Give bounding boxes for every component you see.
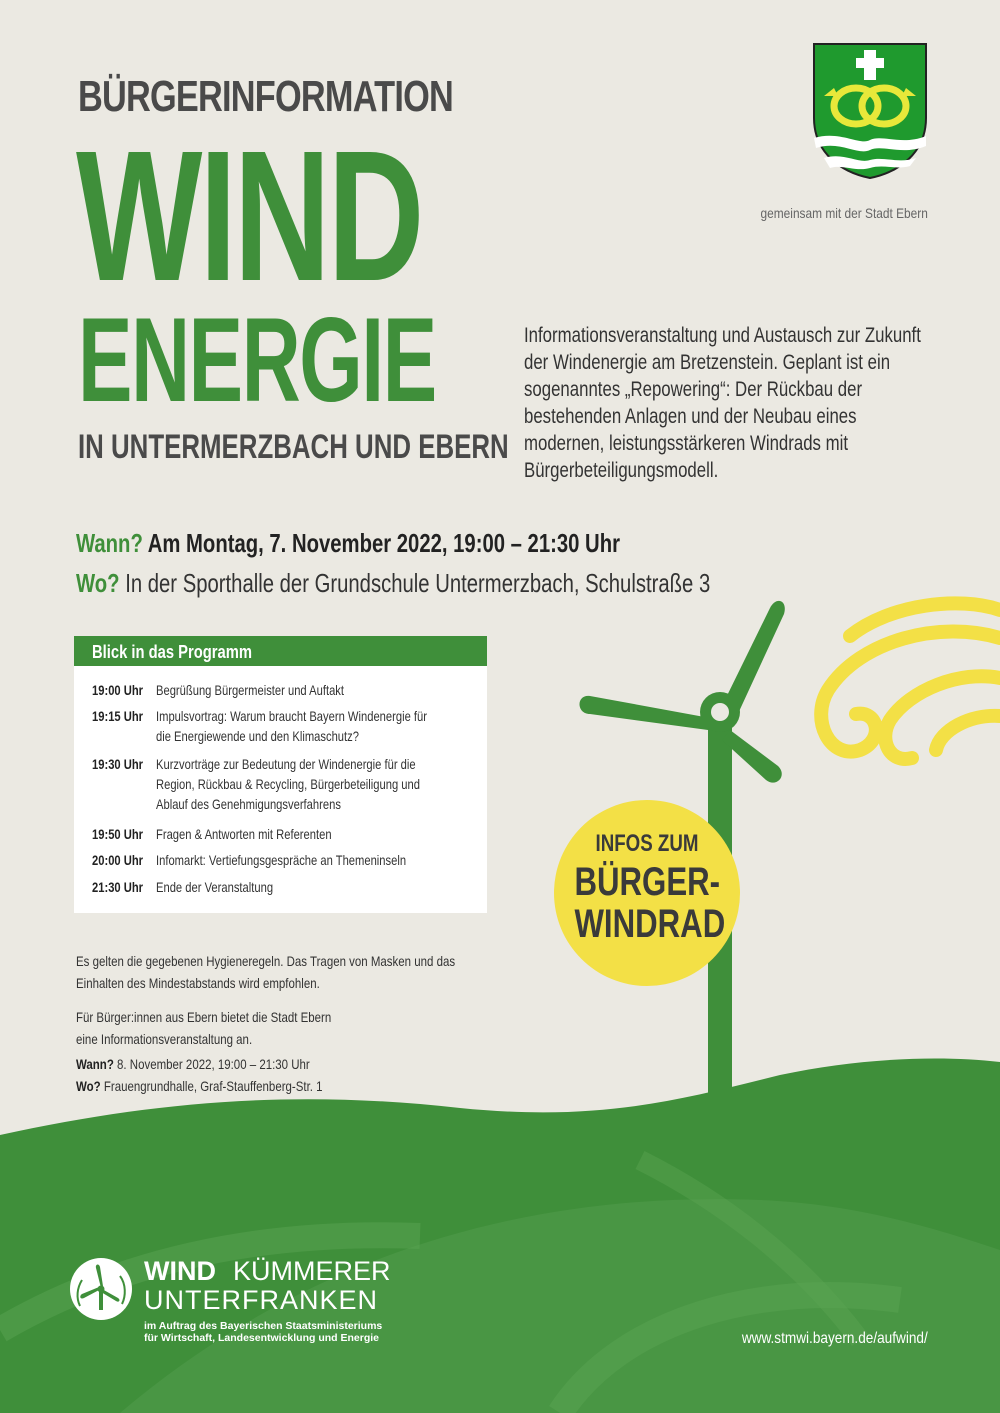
ebern-where-label: Wo? [76,1078,101,1094]
ebern-where-value: Frauengrundhalle, Graf-Stauffenberg-Str. 1 [103,1078,323,1094]
program-text: Ende der Veranstaltung [156,879,274,895]
where-label: Wo? [76,568,120,598]
program-title: Blick in das Programm [92,642,252,662]
program-item [92,706,476,746]
hygiene-note: Es gelten die gegebenen Hygieneregeln. Das Tragen von Masken und das Einhalten des Mindestabstands wird empfohlen. [76,953,456,991]
badge-line-1: INFOS ZUM [595,830,699,857]
ebern-when-value: 8. November 2022, 19:00 – 21:30 Uhr [117,1056,310,1072]
ebern-when [76,1053,470,1075]
website-link[interactable]: www.stmwi.bayern.de/aufwind/ [742,1330,928,1347]
program-text: Impulsvortrag: Warum braucht Bayern Windenergie für die Energiewende und den Klimaschutz? [156,708,427,744]
ebern-intro: Für Bürger:innen aus Ebern bietet die Stadt Ebern eine Informationsveranstaltung an. [76,1009,332,1047]
subtitle: IN UNTERMERZBACH UND EBERN [78,428,509,466]
kicker-heading: BÜRGERINFORMATION [78,72,454,121]
when-value: Am Montag, 7. November 2022, 19:00 – 21:30 Uhr [147,528,620,558]
program-box [74,636,487,913]
logo-title-bold: WIND [144,1256,216,1286]
logo-subline [144,1320,382,1344]
program-time: 19:00 Uhr [92,682,144,698]
title-line-2: ENERGIE [78,293,436,427]
intro-paragraph: Informationsveranstaltung und Austausch zur Zukunft der Windenergie am Bretzenstein. Geplant ist ein sogenanntes „Repowering“: Der Rückbau der bestehenden Anlagen und der Neubau eines modernen, leistungsstärkeren Windrads mit Bürgerbeteiligungsmodell. [524,324,921,482]
logo-subline-2: für Wirtschaft, Landesentwicklung und Energie [144,1332,380,1344]
when-label: Wann? [76,528,143,558]
event-when [76,528,620,559]
badge-line-3: WINDRAD [574,902,726,946]
program-time: 21:30 Uhr [92,879,144,895]
program-text: Begrüßung Bürgermeister und Auftakt [156,682,345,698]
program-time: 19:50 Uhr [92,826,144,842]
info-badge [554,800,740,986]
ebern-where [76,1075,470,1097]
partner-note: gemeinsam mit der Stadt Ebern [760,205,928,221]
logo-title-line-2: UNTERFRANKEN [144,1285,379,1315]
program-item [92,680,476,700]
logo-title-rest: KÜMMERER [233,1256,391,1286]
program-text: Infomarkt: Vertiefungsgespräche an Themeninseln [156,852,407,868]
program-time: 20:00 Uhr [92,852,144,868]
title-line-1: WIND [76,113,422,320]
windkuemmerer-logo-icon [70,1258,132,1320]
program-time: 19:15 Uhr [92,708,144,724]
logo-subline-1: im Auftrag des Bayerischen Staatsministeriums [144,1320,383,1332]
program-item [92,824,476,844]
program-text: Fragen & Antworten mit Referenten [156,826,332,842]
ebern-when-label: Wann? [76,1056,114,1072]
where-value: In der Sporthalle der Grundschule Untermerzbach, Schulstraße 3 [125,568,711,598]
coat-of-arms-icon [810,40,930,180]
program-item [92,877,476,897]
program-header [74,636,487,666]
program-text: Kurzvorträge zur Bedeutung der Windenergie für die Region, Rückbau & Recycling, Bürgerbeteiligung und Ablauf des Genehmigungsverfahrens [156,756,420,812]
program-item [92,850,476,870]
event-where [76,568,710,599]
program-time: 19:30 Uhr [92,756,144,772]
program-item [92,754,476,814]
badge-line-2: BÜRGER- [574,860,721,904]
